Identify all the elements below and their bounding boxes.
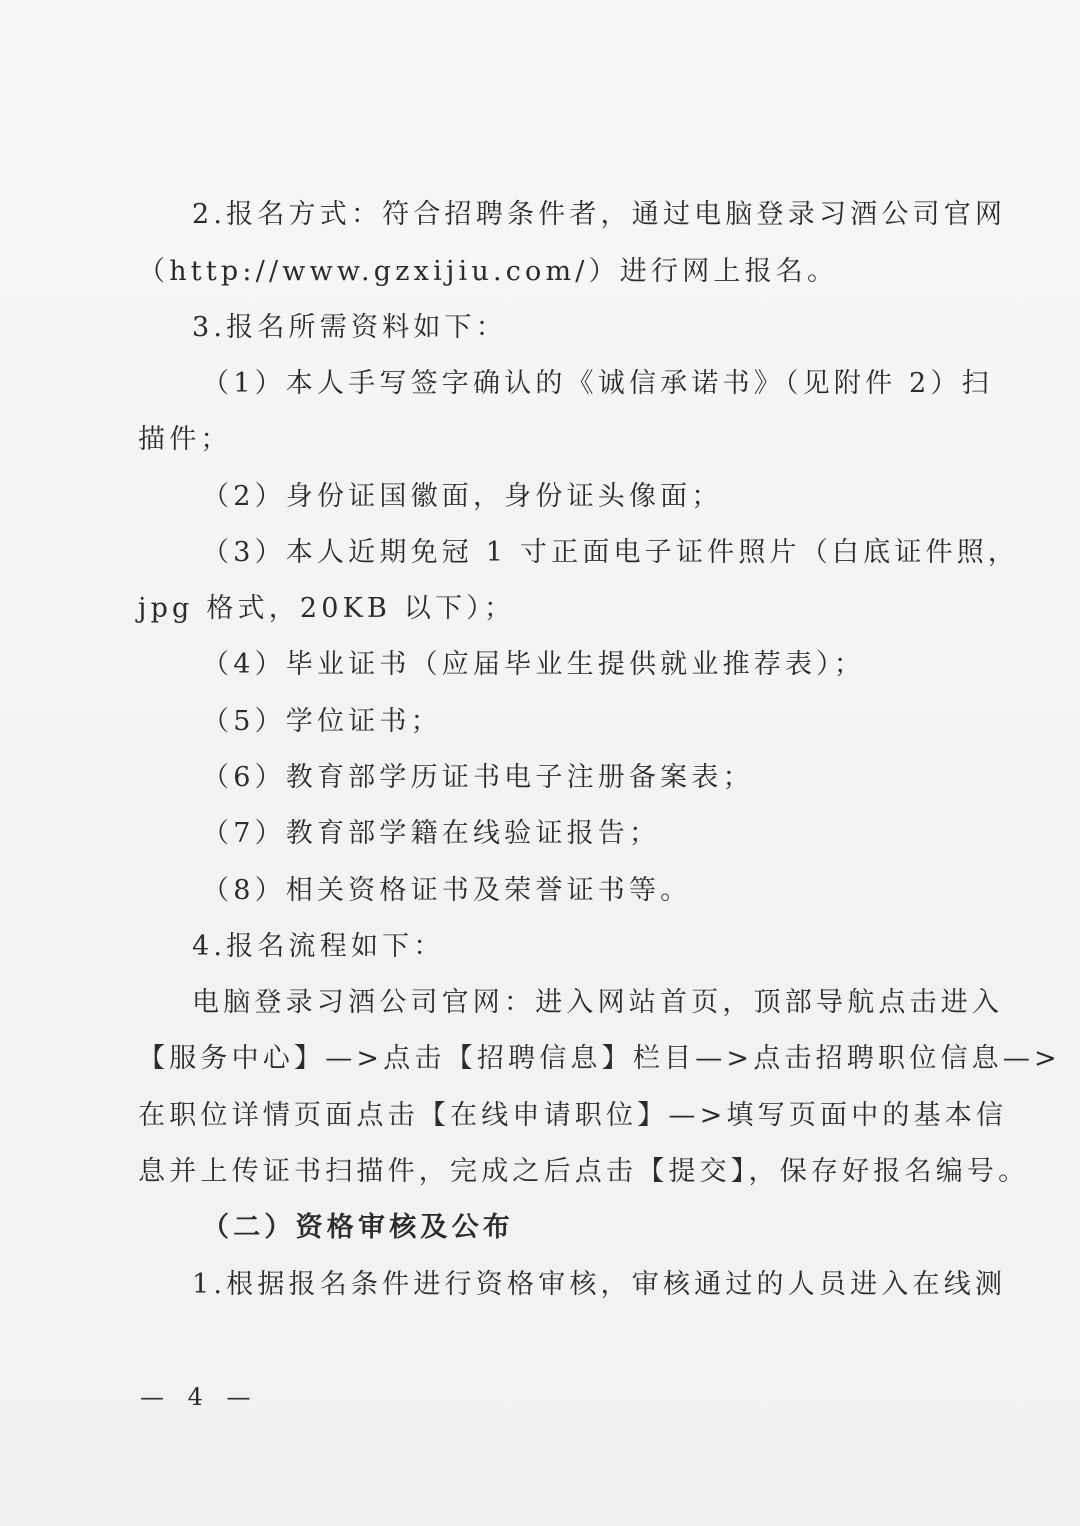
body-line-materials-heading: 3.报名所需资料如下： xyxy=(192,312,507,343)
body-line-process-4: 息并上传证书扫描件，完成之后点击【提交】，保存好报名编号。 xyxy=(138,1156,1030,1187)
body-line-item-1-continued: 描件； xyxy=(138,424,232,455)
body-line-registration-method: 2.报名方式：符合招聘条件者，通过电脑登录习酒公司官网 xyxy=(192,199,1007,230)
page-number: — 4 — xyxy=(140,1383,259,1411)
body-line-review-1: 1.根据报名条件进行资格审核，审核通过的人员进入在线测 xyxy=(192,1269,1007,1300)
body-line-item-7: （7）教育部学籍在线验证报告； xyxy=(202,818,661,849)
section-heading-qualification-review: （二）资格审核及公布 xyxy=(202,1212,514,1243)
body-line-item-8: （8）相关资格证书及荣誉证书等。 xyxy=(202,875,692,906)
body-line-item-6: （6）教育部学历证书电子注册备案表； xyxy=(202,762,754,793)
body-line-process-heading: 4.报名流程如下： xyxy=(192,931,445,962)
body-line-website: （http://www.gzxijiu.com/）进行网上报名。 xyxy=(138,256,839,287)
body-line-item-3: （3）本人近期免冠 1 寸正面电子证件照片（白底证件照， xyxy=(202,537,1020,568)
body-line-process-1: 电脑登录习酒公司官网：进入网站首页，顶部导航点击进入 xyxy=(192,987,1004,1018)
body-line-item-2: （2）身份证国徽面，身份证头像面； xyxy=(202,481,723,512)
body-line-item-3-continued: jpg 格式，20KB 以下）； xyxy=(138,593,516,624)
body-line-item-1: （1）本人手写签字确认的《诚信承诺书》（见附件 2）扫 xyxy=(202,368,993,399)
body-line-item-4: （4）毕业证书（应届毕业生提供就业推荐表）； xyxy=(202,649,866,680)
body-line-process-2: 【服务中心】—>点击【招聘信息】栏目—>点击招聘职位信息—> xyxy=(138,1043,1061,1074)
body-line-item-5: （5）学位证书； xyxy=(202,706,442,737)
body-line-process-3: 在职位详情页面点击【在线申请职位】—>填写页面中的基本信 xyxy=(138,1100,1008,1131)
